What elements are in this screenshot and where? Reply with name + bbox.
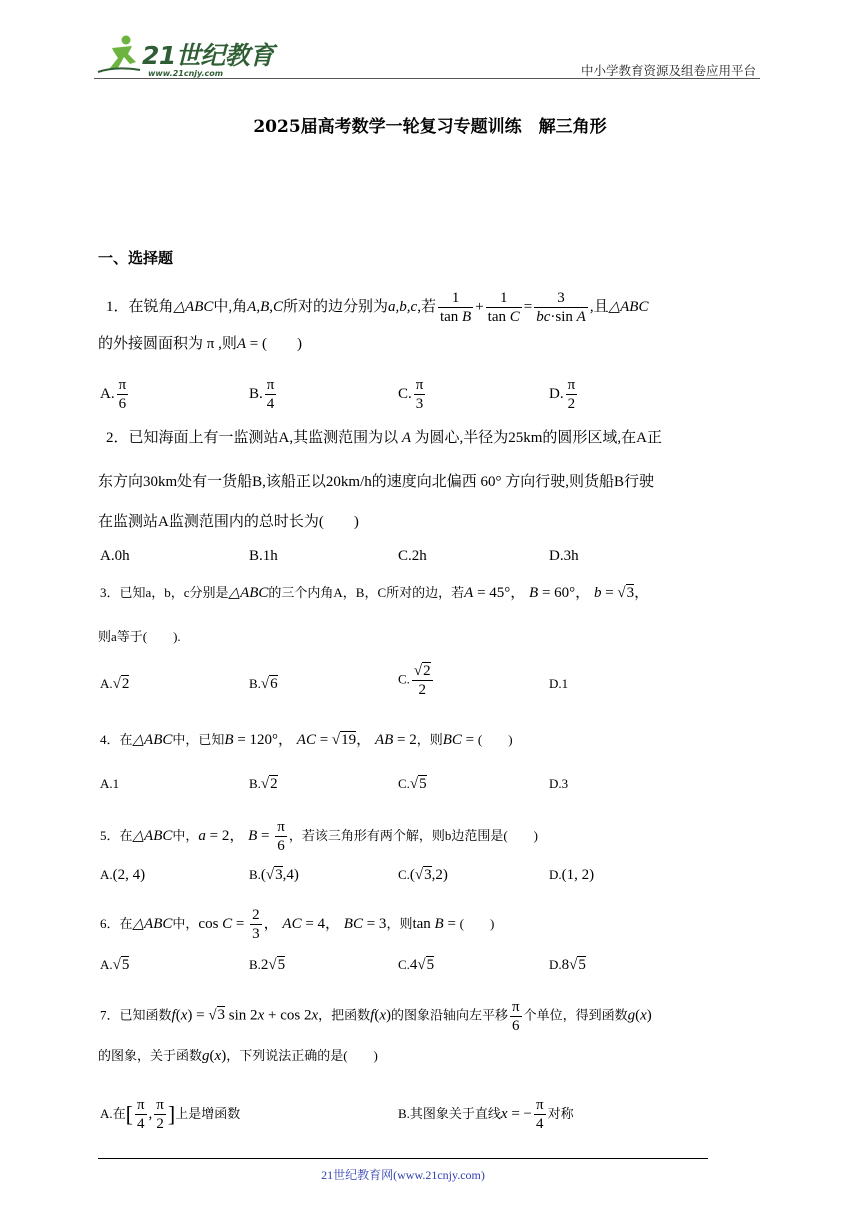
q2-option-d[interactable]: D.3h xyxy=(549,548,579,564)
q1-option-b[interactable]: B. $\frac{\pi}{4}$ xyxy=(249,377,275,412)
q2-option-c[interactable]: C.2h xyxy=(398,548,427,564)
q1-option-a[interactable]: A. $\frac{\pi}{6}$ xyxy=(100,377,127,412)
q5-option-b[interactable]: B.(√3,4) xyxy=(249,867,299,883)
q3-option-b[interactable]: B.√6 xyxy=(249,676,278,692)
header-divider xyxy=(94,78,760,79)
question-5-line-1: 5．在△ABC中，a = 2， B = $\frac{\pi}{6}$ ，若该三角形有两个解，则b边范围是( ) xyxy=(100,819,539,854)
q3-option-a[interactable]: A.√2 xyxy=(100,676,130,692)
logo-url: www.21cnjy.com xyxy=(148,69,224,78)
question-7-line-2: 的图象，关于函数g(x)，下列说法正确的是( ) xyxy=(98,1048,378,1064)
q7-option-a[interactable]: A.在[ $\frac{\pi}{4}$ , $\frac{\pi}{2}$ ]上是增函数 xyxy=(100,1097,241,1132)
footer-divider xyxy=(98,1158,708,1159)
header-tagline: 中小学教育资源及组卷应用平台 xyxy=(580,64,756,78)
question-1-line-2: 的外接圆面积为 π ,则A = ( ) xyxy=(98,336,302,352)
logo xyxy=(96,32,274,78)
question-3-line-2: 则a等于( ). xyxy=(98,629,181,644)
section-heading: 一、选择题 xyxy=(98,249,174,267)
question-4-line-1: 4．在△ABC中，已知B = 120°， AC = √19， AB = 2，则BC = ( ) xyxy=(100,732,513,748)
q5-option-d[interactable]: D.(1, 2) xyxy=(549,867,595,883)
runner-logo-icon xyxy=(96,32,144,76)
q7-option-b[interactable]: B.其图象关于直线x = − $\frac{\pi}{4}$ 对称 xyxy=(398,1097,574,1132)
q6-option-c[interactable]: C.4√5 xyxy=(398,957,435,973)
logo-text: 21世纪教育 xyxy=(142,41,274,70)
q6-option-d[interactable]: D.8√5 xyxy=(549,957,586,973)
page-header xyxy=(96,28,760,84)
q3-option-d[interactable]: D.1 xyxy=(549,676,569,691)
question-2-line-1: 2．已知海面上有一监测站A,其监测范围为以 A 为圆心,半径为25km的圆形区域,在A正 xyxy=(106,430,663,446)
question-2-line-2: 东方向30km处有一货船B,该船正以20km/h的速度向北偏西 60° 方向行驶,则货船B行驶 xyxy=(98,474,655,490)
question-6-line-1: 6．在△ABC中，cos C = $\frac{2}{3}$ ， AC = 4， BC = 3，则tan B = ( ) xyxy=(100,907,495,942)
q4-option-d[interactable]: D.3 xyxy=(549,776,569,791)
q1-option-c[interactable]: C. $\frac{\pi}{3}$ xyxy=(398,377,424,412)
q6-option-a[interactable]: A.√5 xyxy=(100,957,130,973)
document-title: 2025届高考数学一轮复习专题训练 解三角形 xyxy=(253,117,607,137)
q4-option-b[interactable]: B.√2 xyxy=(249,776,278,792)
q5-option-a[interactable]: A.(2, 4) xyxy=(100,867,146,883)
question-1-line-1: 1．在锐角△ABC中,角A,B,C所对的边分别为a,b,c,若 $\frac{1}{\text{tan B}}$ + $\frac{1}{\text{tan C}}$ = $\frac{3}{\text{bc·sin A}}$ ,且△ABC xyxy=(106,290,649,325)
q5-option-c[interactable]: C.(√3,2) xyxy=(398,867,448,883)
q6-option-b[interactable]: B.2√5 xyxy=(249,957,286,973)
footer-text[interactable]: 21世纪教育网(www.21cnjy.com) xyxy=(321,1168,485,1182)
question-2-line-3: 在监测站A监测范围内的总时长为( ) xyxy=(98,514,359,530)
q2-option-a[interactable]: A.0h xyxy=(100,548,130,564)
question-7-line-1: 7．已知函数f(x) = √3 sin 2x + cos 2x，把函数f(x)的图象沿轴向左平移 $\frac{\pi}{6}$ 个单位，得到函数g(x) xyxy=(100,999,652,1034)
q4-option-a[interactable]: A.1 xyxy=(100,776,120,791)
question-3-line-1: 3．已知a，b，c分别是△ABC的三个内角A，B，C所对的边，若A = 45°， B = 60°， b = √3， xyxy=(100,585,650,601)
q3-option-c[interactable]: C. $\frac{√2}{2}$ xyxy=(398,663,431,698)
q1-option-d[interactable]: D. $\frac{\pi}{2}$ xyxy=(549,377,576,412)
q2-option-b[interactable]: B.1h xyxy=(249,548,278,564)
q4-option-c[interactable]: C.√5 xyxy=(398,776,427,792)
